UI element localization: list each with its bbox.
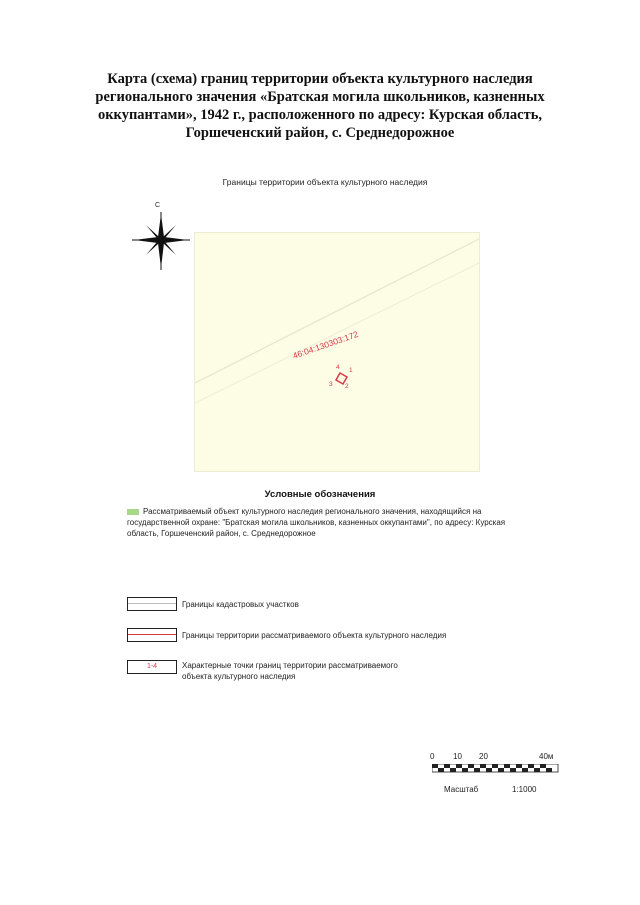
scale-tick-label: 40м <box>539 752 554 761</box>
legend-cadastral-symbol <box>127 597 177 611</box>
cadastral-boundary-line <box>195 239 479 383</box>
scale-bar-graphic <box>432 764 562 780</box>
boundary-point-label: 2 <box>345 383 349 390</box>
cadastral-boundary-line <box>195 263 479 403</box>
boundary-point-label: 4 <box>336 364 340 371</box>
boundary-point-label: 3 <box>329 381 333 388</box>
map-canvas <box>195 233 479 471</box>
cadastral-number-label: 46:04:130303:172 <box>291 328 360 361</box>
legend-points-symbol <box>127 660 177 674</box>
scale-tick-label: 0 <box>430 752 435 761</box>
scale-label: Масштаб <box>444 785 479 794</box>
map-heading: Границы территории объекта культурного наследия <box>222 177 428 187</box>
scale-tick-label: 10 <box>453 752 462 761</box>
legend-object-text: Рассматриваемый объект культурного наследия регионального значения, находящийся на государственной охране: "Братская могила школьников, казненных оккупантами", по адресу: Курская область, Горшеченский район, с. Среднедорожное <box>127 507 506 538</box>
scale-tick-label: 20 <box>479 752 488 761</box>
legend-points-text: Характерные точки границ территории рассматриваемого объекта культурного наследия <box>182 661 398 681</box>
legend-territory-symbol <box>127 628 177 642</box>
legend-heading: Условные обозначения <box>264 489 376 500</box>
legend-cadastral-text: Границы кадастровых участков <box>182 600 299 609</box>
compass-north-label: С <box>155 202 161 209</box>
page-title: Карта (схема) границ территории объекта культурного наследия регионального значения «Братская могила школьников, казненных оккупантами», 1942 г., расположенного по адресу: Курская область, Горшеченский район, с. Среднедорожное <box>95 71 545 141</box>
map-view <box>194 232 480 472</box>
scale-ratio: 1:1000 <box>512 785 537 794</box>
legend-points-code: 1-4 <box>146 663 158 670</box>
scale-bar <box>428 752 568 802</box>
compass-rose-icon <box>128 202 194 274</box>
boundary-point-label: 1 <box>349 367 353 374</box>
legend-territory-text: Границы территории рассматриваемого объекта культурного наследия <box>182 631 447 640</box>
